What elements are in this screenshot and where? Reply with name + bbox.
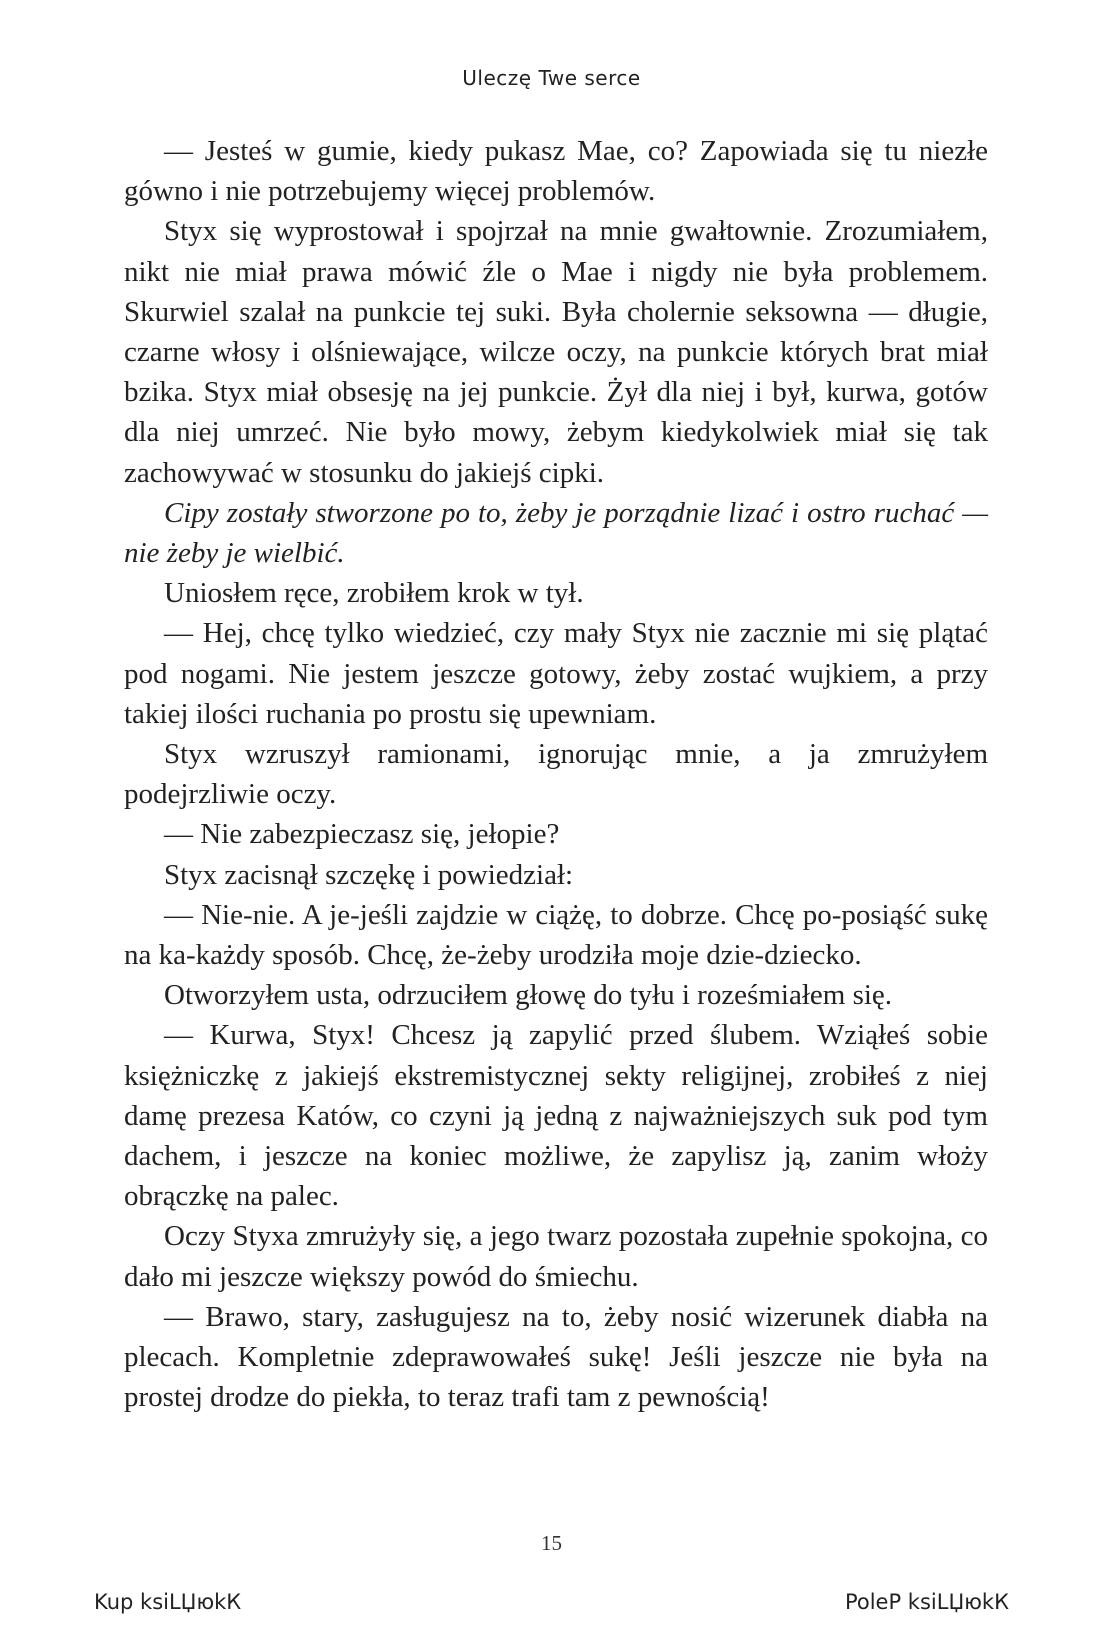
running-title: Uleczę Twe serce — [462, 66, 641, 90]
paragraph-italic: Cipy zostały stworzone po to, żeby je porządnie lizać i ostro ruchać — nie żeby je wielbić. — [124, 496, 988, 570]
paragraph: — Jesteś w gumie, kiedy pukasz Mae, co? Zapowiada się tu niezłe gówno i nie potrzebujemy więcej problemów. — [124, 135, 988, 208]
body-text — [124, 131, 988, 1418]
paragraph: — Hej, chcę tylko wiedzieć, czy mały Styx nie zacznie mi się plątać pod nogami. Nie jestem jeszcze gotowy, żeby zostać wujkiem, a przy takiej ilości ruchania po prostu się upewniam. — [124, 617, 988, 730]
page-number: 15 — [541, 1531, 562, 1555]
paragraph: — Nie zabezpieczasz się, jełopie? — [164, 818, 560, 851]
paragraph: Uniosłem ręce, zrobiłem krok w tył. — [164, 577, 584, 610]
paragraph: — Nie-nie. A je-jeśli zajdzie w ciążę, to dobrze. Chcę po-posiąść sukę na ka-każdy sposób. Chcę, że-żeby urodziła moje dzie-dziecko. — [124, 898, 988, 972]
paragraph: — Brawo, stary, zasługujesz na to, żeby nosić wizerunek diabła na plecach. Kompletnie zdeprawowałeś sukę! Jeśli jeszcze nie była na prostej drodze do piekła, to teraz trafi tam z pewnością! — [124, 1300, 988, 1414]
paragraph: Styx się wyprostował i spojrzał na mnie gwałtownie. Zrozumiałem, nikt nie miał prawa mówić źle o Mae i nigdy nie była problemem. Skurwiel szalał na punkcie tej suki. Była cholernie seksowna — długie, czarne włosy i olśniewające, wilcze oczy, na punkcie których brat miał bzika. Styx miał obsesję na jej punkcie. Żył dla niej i był, kurwa, gotów dla niej umrzeć. Nie było mowy, żebym kiedykolwiek miał się tak zachowywać w stosunku do jakiejś cipki. — [124, 215, 988, 489]
recommend-book-link[interactable]: PoleР ksiLЏюkК — [844, 1590, 1009, 1614]
paragraph: Otworzyłem usta, odrzuciłem głowę do tyłu i roześmiałem się. — [164, 979, 893, 1012]
paragraph: Styx zacisnął szczękę i powiedział: — [164, 858, 574, 891]
buy-book-link[interactable]: Kup ksiLЏюkК — [94, 1590, 242, 1614]
paragraph: — Kurwa, Styx! Chcesz ją zapylić przed ślubem. Wziąłeś sobie księżniczkę z jakiejś ekstremistycznej sekty religijnej, zrobiłeś z niej damę prezesa Katów, co czyni ją jedną z najważniejszych suk pod tym dachem, i jeszcze na koniec możliwe, że zapylisz ją, zanim włoży obrączkę na palec. — [124, 1019, 988, 1213]
paragraph: Styx wzruszył ramionami, ignorując mnie, a ja zmrużyłem podejrzliwie oczy. — [124, 738, 988, 811]
paragraph: Oczy Styxa zmrużyły się, a jego twarz pozostała zupełnie spokojna, co dało mi jeszcze większy powód do śmiechu. — [124, 1220, 988, 1293]
